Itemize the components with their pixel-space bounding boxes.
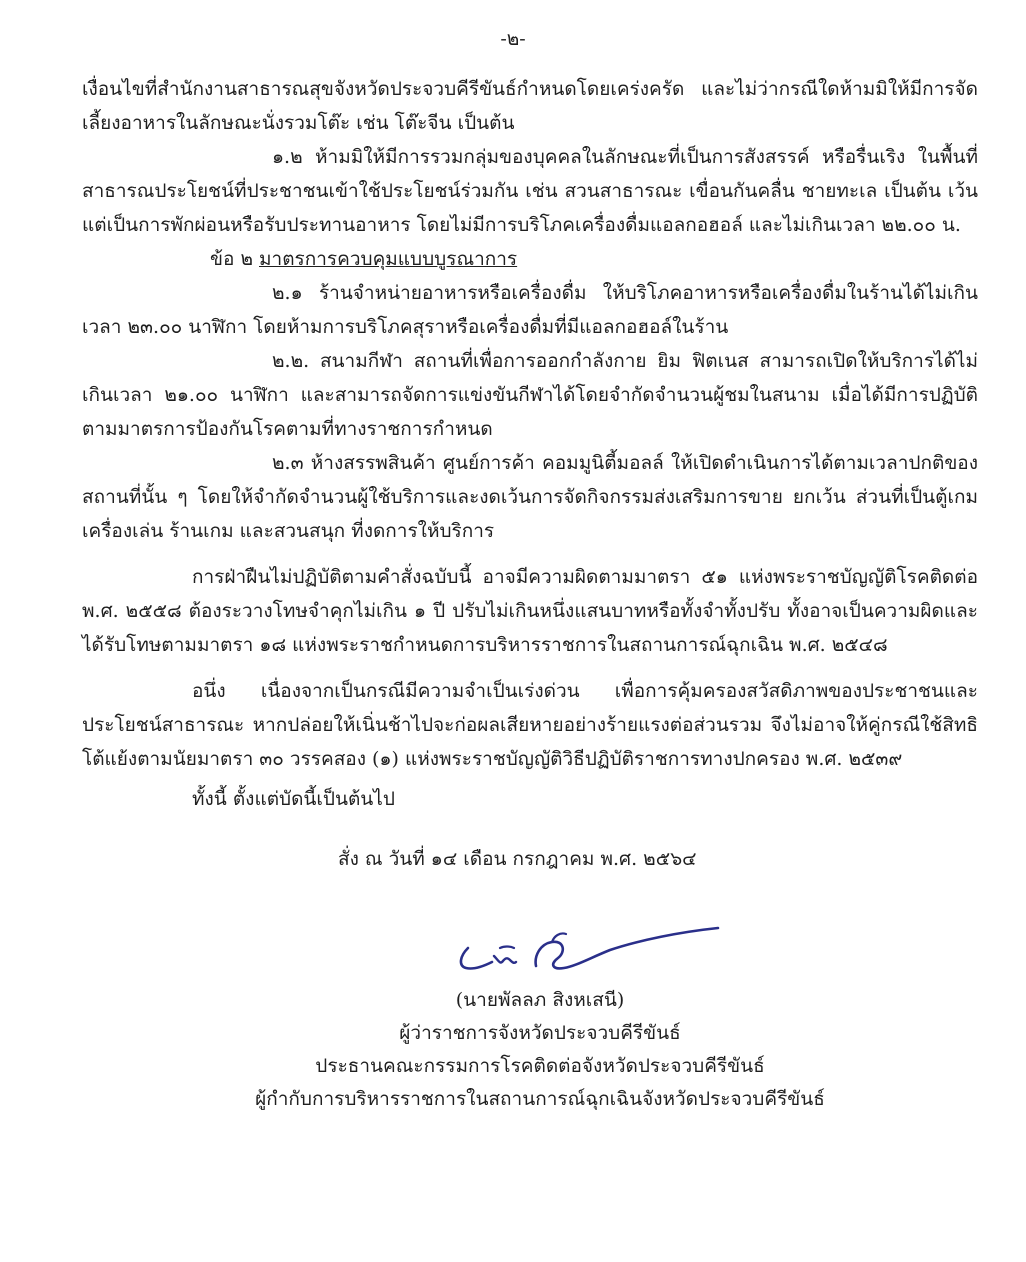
paragraph-urgency: อนึ่ง เนื่องจากเป็นกรณีมีความจำเป็นเร่งด่วน เพื่อการคุ้มครองสวัสดิภาพของประชาชนและประโยชน์สาธารณะ หากปล่อยให้เนิ่นช้าไปจะก่อผลเสียหายอย่างร้ายแรงต่อส่วนรวม จึงไม่อาจให้คู่กรณีใช้สิทธิโต้แย้งตามนัยมาตรา ๓๐ วรรคสอง (๑) แห่งพระราชบัญญัติวิธีปฏิบัติราชการทางปกครอง พ.ศ. ๒๕๓๙ xyxy=(82,680,978,770)
paragraph-2-2: ๒.๒. สนามกีฬา สถานที่เพื่อการออกกำลังกาย ยิม ฟิตเนส สามารถเปิดให้บริการได้ไม่เกินเวลา ๒๑.๐๐ นาฬิกา และสามารถจัดการแข่งขันกีฬาได้โดยจำกัดจำนวนผู้ชมในสนาม เมื่อได้มีการปฏิบัติตามมาตรการป้องกันโรคตามที่ทางราชการกำหนด xyxy=(82,350,978,440)
document-body xyxy=(82,72,978,816)
paragraph-penalty: การฝ่าฝืนไม่ปฏิบัติตามคำสั่งฉบับนี้ อาจมีความผิดตามมาตรา ๕๑ แห่งพระราชบัญญัติโรคติดต่อ พ.ศ. ๒๕๕๘ ต้องระวางโทษจำคุกไม่เกิน ๑ ปี ปรับไม่เกินหนึ่งแสนบาทหรือทั้งจำทั้งปรับ ทั้งอาจเป็นความผิดและได้รับโทษตามมาตรา ๑๘ แห่งพระราชกำหนดการบริหารราชการในสถานการณ์ฉุกเฉิน พ.ศ. ๒๕๔๘ xyxy=(82,566,978,656)
signer-title-governor: ผู้ว่าราชการจังหวัดประจวบคีรีขันธ์ xyxy=(399,1022,681,1044)
order-date: สั่ง ณ วันที่ ๑๔ เดือน กรกฎาคม พ.ศ. ๒๕๖๔ xyxy=(338,848,697,870)
paragraph-1-2: ๑.๒ ห้ามมิให้มีการรวมกลุ่มของบุคคลในลักษณะที่เป็นการสังสรรค์ หรือรื่นเริง ในพื้นที่สาธารณประโยชน์ที่ประชาชนเข้าใช้ประโยชน์ร่วมกัน เช่น สวนสาธารณะ เขื่อนกันคลื่น ชายทะเล เป็นต้น เว้นแต่เป็นการพักผ่อนหรือรับประทานอาหาร โดยไม่มีการบริโภคเครื่องดื่มแอลกอฮอล์ และไม่เกินเวลา ๒๒.๐๐ น. xyxy=(82,146,978,236)
signature-image xyxy=(440,918,730,988)
paragraph-effective: ทั้งนี้ ตั้งแต่บัดนี้เป็นต้นไป xyxy=(192,788,395,810)
paragraph-continuation: เงื่อนไขที่สำนักงานสาธารณสุขจังหวัดประจวบคีรีขันธ์กำหนดโดยเคร่งครัด และไม่ว่ากรณีใดห้ามมิให้มีการจัดเลี้ยงอาหารในลักษณะนั่งรวมโต๊ะ เช่น โต๊ะจีน เป็นต้น xyxy=(82,78,978,134)
signer-name: (นายพัลลภ สิงหเสนี) xyxy=(455,989,625,1011)
paragraph-2-3: ๒.๓ ห้างสรรพสินค้า ศูนย์การค้า คอมมูนิตี้มอลล์ ให้เปิดดำเนินการได้ตามเวลาปกติของสถานที่นั้น ๆ โดยให้จำกัดจำนวนผู้ใช้บริการและงดเว้นการจัดกิจกรรมส่งเสริมการขาย ยกเว้น ส่วนที่เป็นตู้เกมเครื่องเล่น ร้านเกม และสวนสนุก ที่งดการให้บริการ xyxy=(82,452,978,542)
signature-block xyxy=(240,984,840,1116)
signer-title-committee: ประธานคณะกรรมการโรคติดต่อจังหวัดประจวบคีรีขันธ์ xyxy=(315,1055,765,1077)
section-2-prefix: ข้อ ๒ xyxy=(210,248,260,270)
section-2-title: มาตรการควบคุมแบบบูรณาการ xyxy=(259,248,518,270)
signer-title-emergency: ผู้กำกับการบริหารราชการในสถานการณ์ฉุกเฉินจังหวัดประจวบคีรีขันธ์ xyxy=(255,1088,825,1110)
paragraph-2-1: ๒.๑ ร้านจำหน่ายอาหารหรือเครื่องดื่ม ให้บริโภคอาหารหรือเครื่องดื่มในร้านได้ไม่เกินเวลา ๒๓.๐๐ นาฬิกา โดยห้ามการบริโภคสุราหรือเครื่องดื่มที่มีแอลกอฮอล์ในร้าน xyxy=(82,282,978,338)
page-number: -๒- xyxy=(500,28,526,50)
section-2-heading xyxy=(82,242,978,276)
